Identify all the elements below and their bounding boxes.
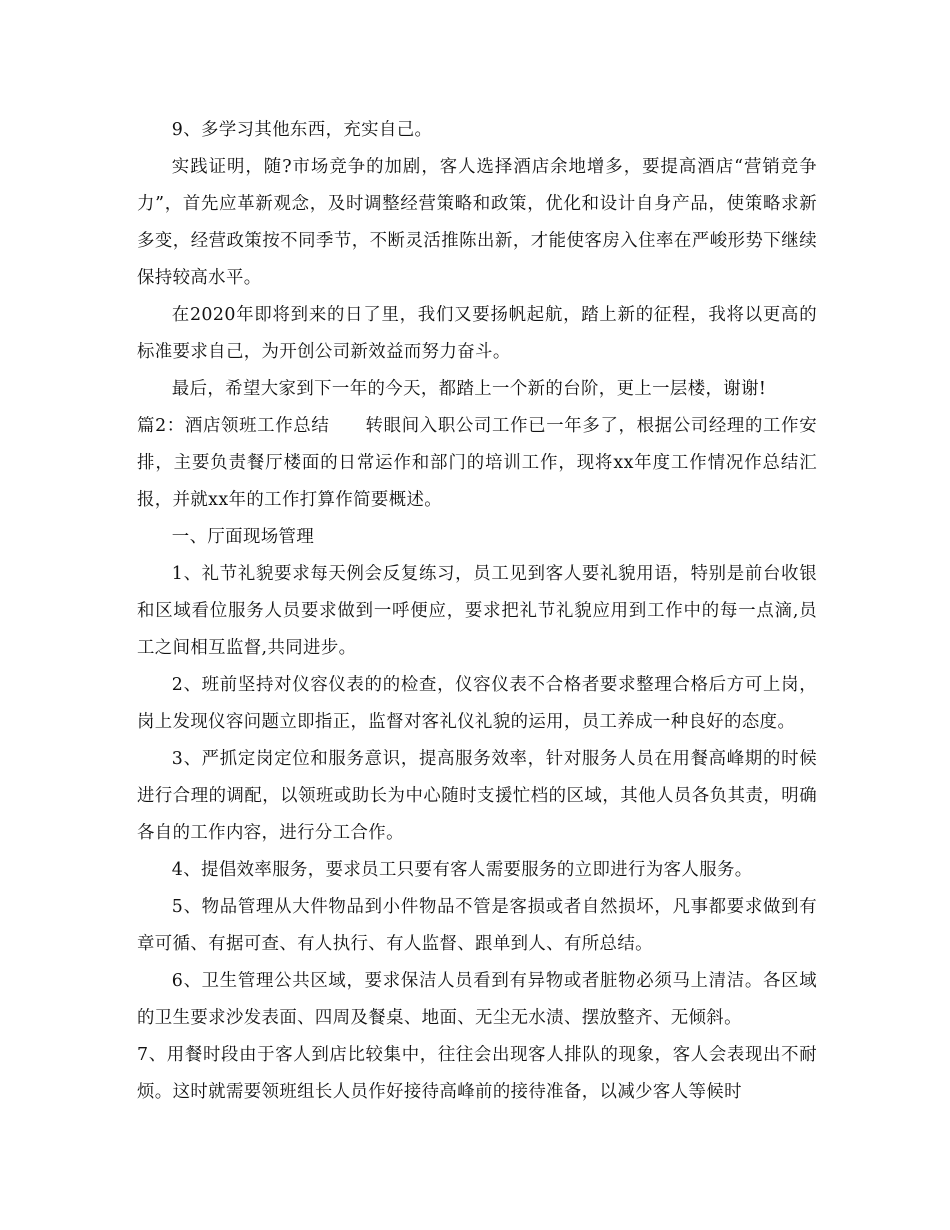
paragraph-2020-outlook: 在2020年即将到来的日了里，我们又要扬帆起航，踏上新的征程，我将以更高的标准要求自己，为开创公司新效益而努力奋斗。 <box>137 305 817 362</box>
paragraph-practice-proves: 实践证明，随?市场竞争的加剧，客人选择酒店余地增多，要提高酒店“营销竞争力”，首先应革新观念，及时调整经营策略和政策，优化和设计自身产品，使策略求新多变，经营政策按不同季节，不断灵活推陈出新，才能使客房入住率在严峻形势下继续保持较高水平。 <box>137 157 817 288</box>
paragraph-item-7: 7、用餐时段由于客人到店比较集中，往往会出现客人排队的现象，客人会表现出不耐烦。这时就需要领班组长人员作好接待高峰前的接待准备，以减少客人等候时 <box>137 1045 817 1102</box>
paragraph-item-6: 6、卫生管理公共区域，要求保洁人员看到有异物或者脏物必须马上清洁。各区域的卫生要求沙发表面、四周及餐桌、地面、无尘无水渍、摆放整齐、无倾斜。 <box>137 971 817 1028</box>
paragraph-closing-wishes: 最后，希望大家到下一年的今天，都踏上一个新的台阶，更上一层楼，谢谢! <box>171 379 767 399</box>
document-body <box>137 112 817 1111</box>
paragraph-item-3: 3、严抓定岗定位和服务意识，提高服务效率，针对服务人员在用餐高峰期的时候进行合理的调配，以领班或助长为中心随时支援忙档的区域，其他人员各负其责，明确各自的工作内容，进行分工合作。 <box>137 749 817 843</box>
paragraph-section-2-intro: 篇2：酒店领班工作总结 转眼间入职公司工作已一年多了，根据公司经理的工作安排，主要负责餐厅楼面的日常运作和部门的培训工作，现将xx年度工作情况作总结汇报，并就xx年的工作打算作简要概述。 <box>137 416 817 510</box>
paragraph-item-9: 9、多学习其他东西，充实自己。 <box>171 120 433 140</box>
paragraph-item-1: 1、礼节礼貌要求每天例会反复练习，员工见到客人要礼貌用语，特别是前台收银和区域看位服务人员要求做到一呼便应，要求把礼节礼貌应用到工作中的每一点滴,员工之间相互监督,共同进步。 <box>137 564 817 658</box>
paragraph-item-2: 2、班前坚持对仪容仪表的的检查，仪容仪表不合格者要求整理合格后方可上岗，岗上发现仪容问题立即指正，监督对客礼仪礼貌的运用，员工养成一种良好的态度。 <box>137 675 817 732</box>
paragraph-item-5: 5、物品管理从大件物品到小件物品不管是客损或者自然损坏，凡事都要求做到有章可循、有据可查、有人执行、有人监督、跟单到人、有所总结。 <box>137 897 817 954</box>
section-heading-floor-management: 一、厅面现场管理 <box>171 527 315 547</box>
paragraph-item-4: 4、提倡效率服务，要求员工只要有客人需要服务的立即进行为客人服务。 <box>171 860 753 880</box>
